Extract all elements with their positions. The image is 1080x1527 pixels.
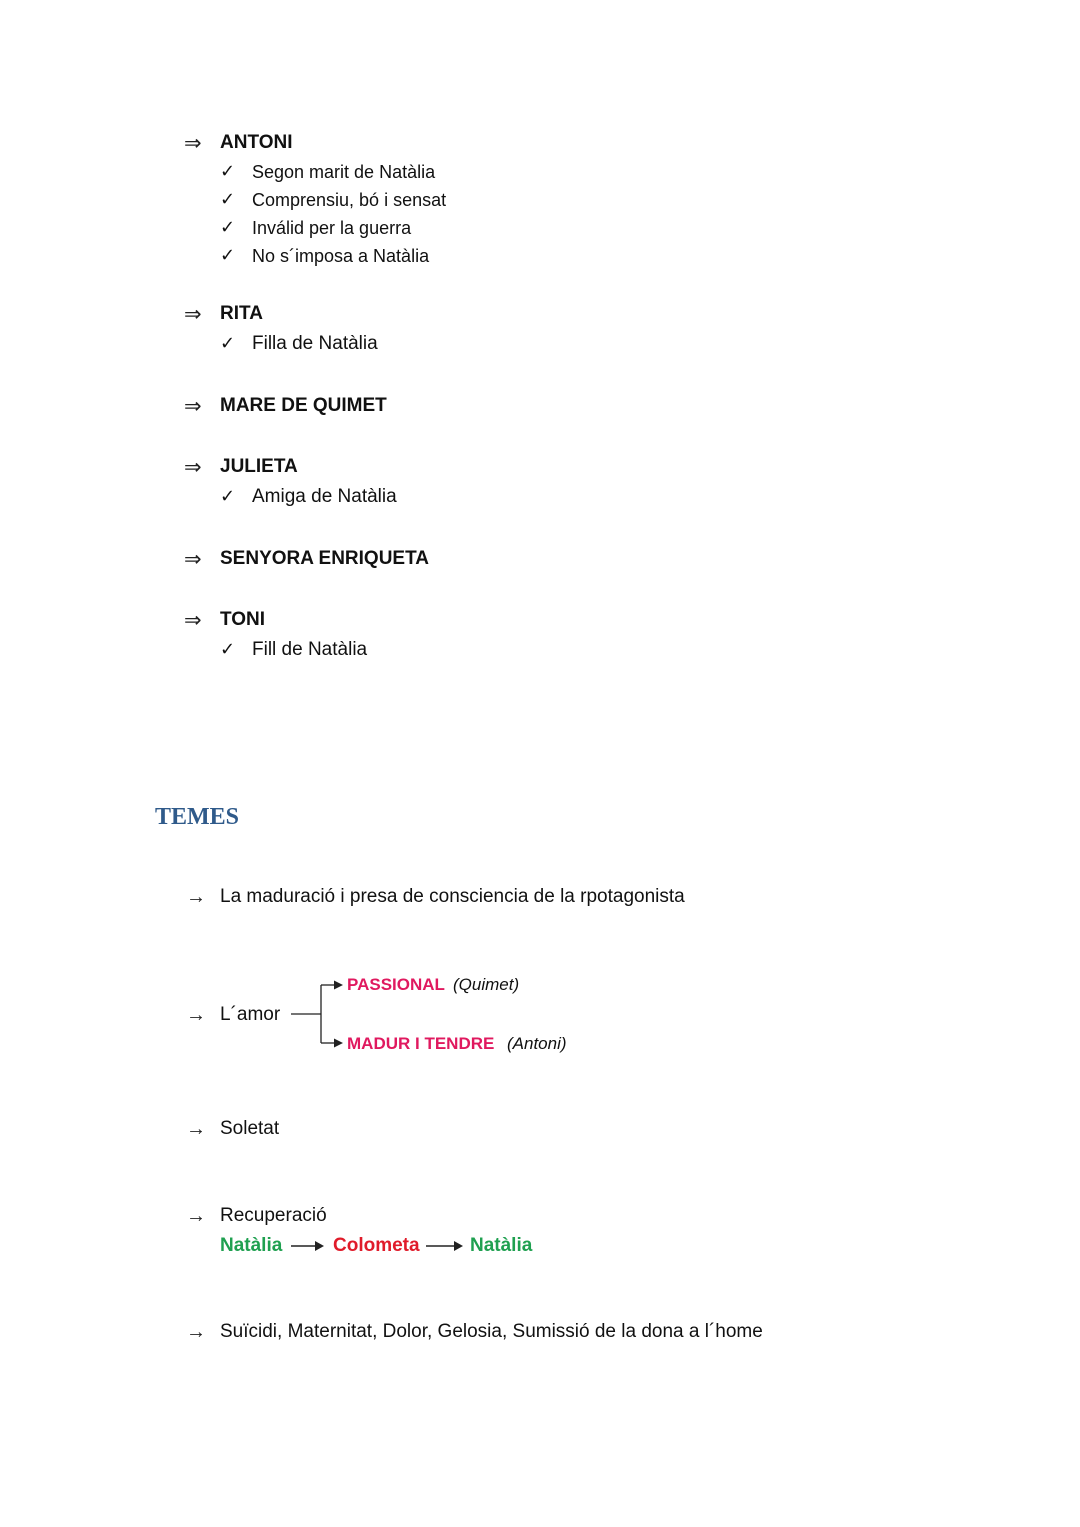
long-arrow-icon	[425, 1238, 465, 1254]
trait-item: Amiga de Natàlia	[252, 486, 397, 507]
arrow-icon: →	[186, 1205, 206, 1227]
character-name-antoni: ANTONI	[220, 132, 293, 153]
long-arrow-icon	[290, 1238, 326, 1254]
character-name-senyora-enriqueta: SENYORA ENRIQUETA	[220, 548, 430, 569]
double-arrow-icon: ⇒	[184, 395, 202, 418]
branch-label-madur: MADUR I TENDRE	[347, 1034, 495, 1053]
theme-item: Suïcidi, Maternitat, Dolor, Gelosia, Sumissió de la dona a l´home	[220, 1321, 763, 1342]
trait-item: Filla de Natàlia	[252, 333, 378, 354]
double-arrow-icon: ⇒	[184, 132, 202, 155]
branch-label-passional: PASSIONAL	[347, 975, 445, 994]
character-name-rita: RITA	[220, 303, 263, 324]
check-icon: ✓	[220, 333, 236, 353]
chain-step: Natàlia	[470, 1235, 533, 1256]
section-title-temes: TEMES	[155, 804, 240, 830]
trait-item: Segon marit de Natàlia	[252, 162, 436, 182]
character-name-toni: TONI	[220, 609, 266, 630]
arrow-icon: →	[186, 1004, 206, 1026]
trait-item: Inválid per la guerra	[252, 218, 412, 238]
double-arrow-icon: ⇒	[184, 609, 202, 632]
theme-item: La maduració i presa de consciencia de la rpotagonista	[220, 886, 685, 907]
branch-connector-icon	[288, 978, 346, 1050]
check-icon: ✓	[220, 161, 236, 181]
character-name-julieta: JULIETA	[220, 456, 298, 477]
check-icon: ✓	[220, 189, 236, 209]
arrow-icon: →	[186, 1321, 206, 1343]
double-arrow-icon: ⇒	[184, 303, 202, 326]
branch-note-quimet: (Quimet)	[453, 975, 520, 994]
double-arrow-icon: ⇒	[184, 456, 202, 479]
check-icon: ✓	[220, 245, 236, 265]
theme-item-amor: L´amor	[220, 1004, 281, 1025]
check-icon: ✓	[220, 217, 236, 237]
trait-item: No s´imposa a Natàlia	[252, 246, 430, 266]
trait-item: Comprensiu, bó i sensat	[252, 190, 447, 210]
theme-item-recuperacio: Recuperació	[220, 1205, 327, 1226]
check-icon: ✓	[220, 486, 236, 506]
chain-step: Natàlia	[220, 1235, 283, 1256]
double-arrow-icon: ⇒	[184, 548, 202, 571]
check-icon: ✓	[220, 639, 236, 659]
trait-item: Fill de Natàlia	[252, 639, 368, 660]
character-name-mare-de-quimet: MARE DE QUIMET	[220, 395, 387, 416]
chain-step: Colometa	[333, 1235, 420, 1256]
arrow-icon: →	[186, 1118, 206, 1140]
theme-item: Soletat	[220, 1118, 280, 1139]
arrow-icon: →	[186, 886, 206, 908]
branch-note-antoni: (Antoni)	[507, 1034, 567, 1053]
